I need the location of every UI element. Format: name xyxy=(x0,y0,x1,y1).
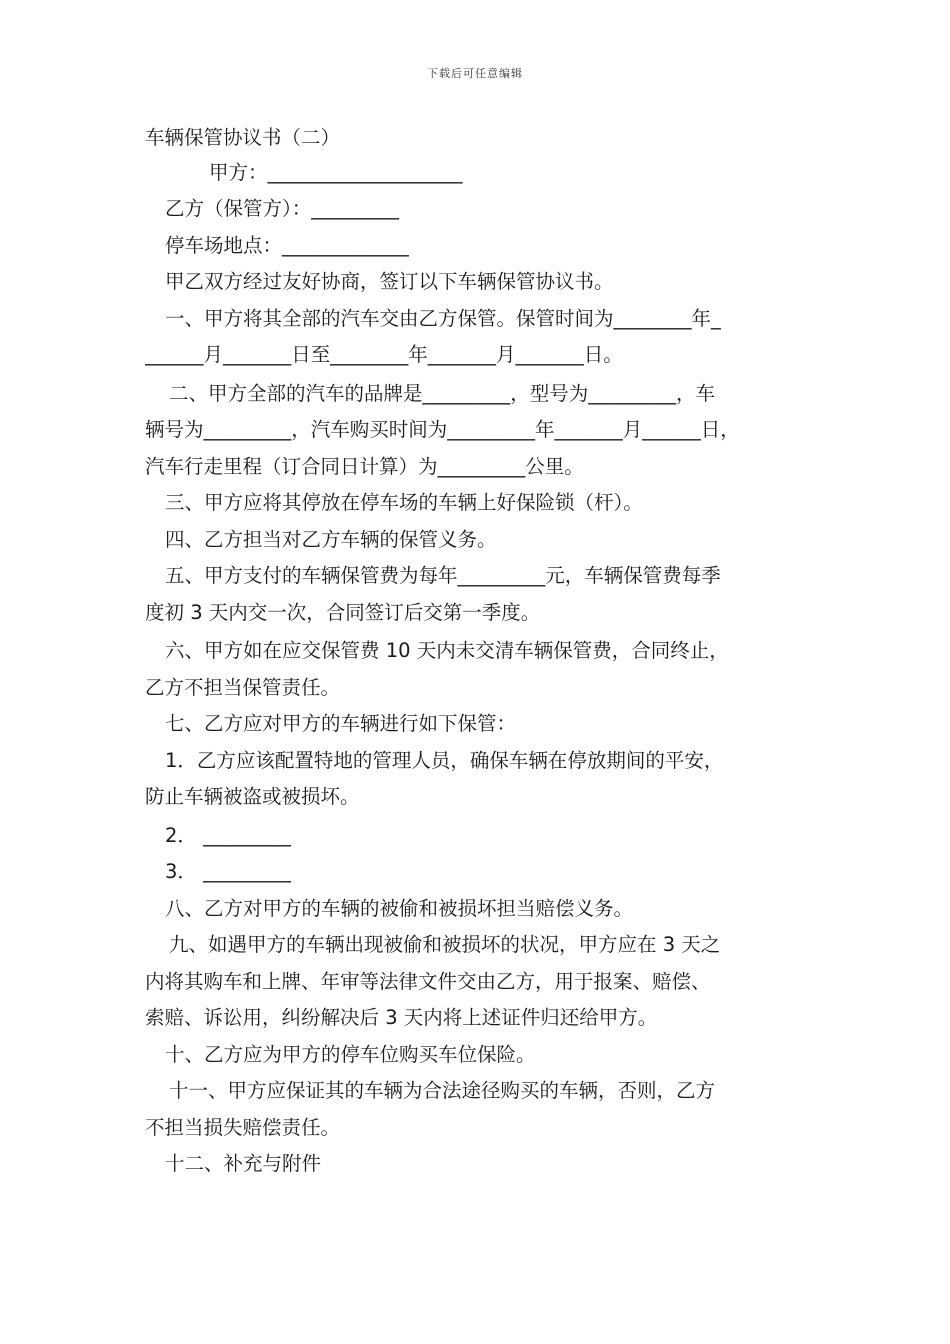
clause-7-item-2: 2． _________ xyxy=(165,823,291,847)
clause-7-item-1-line-2: 防止车辆被盗或被损坏。 xyxy=(145,785,360,808)
clause-6-line-1: 六、甲方如在应交保管费 10 天内未交清车辆保管费，合同终止， xyxy=(165,639,729,662)
clause-10: 十、乙方应为甲方的停车位购买车位保险。 xyxy=(165,1042,536,1066)
clause-2-line-2: 辆号为_________，汽车购买时间为_________年_______月______日， xyxy=(145,418,740,441)
clause-2-line-1: 二、甲方全部的汽车的品牌是_________，型号为_________，车 xyxy=(169,381,716,405)
document-body xyxy=(145,120,810,1183)
clause-9-line-3: 索赔、诉讼用，纠纷解决后 3 天内将上述证件归还给甲方。 xyxy=(145,1006,658,1029)
clause-8: 八、乙方对甲方的车辆的被偷和被损坏担当赔偿义务。 xyxy=(165,896,634,920)
parking-location-line: 停车场地点：_____________ xyxy=(165,233,409,257)
clause-7: 七、乙方应对甲方的车辆进行如下保管： xyxy=(165,712,517,735)
clause-9-line-2: 内将其购车和上牌、年审等法律文件交由乙方，用于报案、赔偿、 xyxy=(145,969,711,993)
clause-1-line-1: 一、甲方将其全部的汽车交由乙方保管。保管时间为________年_ xyxy=(165,306,721,330)
clause-2-line-3: 汽车行走里程（订合同日计算）为_________公里。 xyxy=(145,454,584,478)
clause-4: 四、乙方担当对乙方车辆的保管义务。 xyxy=(165,527,497,551)
clause-12: 十二、补充与附件 xyxy=(165,1152,322,1175)
clause-1-line-2: ______月_______日至________年_______月_______日。 xyxy=(145,343,623,366)
clause-6-line-2: 乙方不担当保管责任。 xyxy=(145,675,341,699)
clause-7-item-3: 3． _________ xyxy=(165,860,291,883)
clause-9-line-1: 九、如遇甲方的车辆出现被偷和被损坏的状况，甲方应在 3 天之 xyxy=(169,933,721,956)
party-a-line: 甲方：____________________ xyxy=(209,160,463,184)
clause-7-item-1-line-1: 1．乙方应该配置特地的管理人员，确保车辆在停放期间的平安， xyxy=(165,748,724,772)
party-b-line: 乙方（保管方）：_________ xyxy=(165,197,400,220)
clause-3: 三、甲方应将其停放在停车场的车辆上好保险锁（杆）。 xyxy=(165,491,643,514)
intro-paragraph: 甲乙双方经过友好协商，签订以下车辆保管协议书。 xyxy=(165,270,614,293)
clause-11-line-2: 不担当损失赔偿责任。 xyxy=(145,1115,341,1139)
clause-11-line-1: 十一、甲方应保证其的车辆为合法途径购买的车辆，否则，乙方 xyxy=(169,1079,716,1102)
document-title: 车辆保管协议书（二） xyxy=(145,126,341,149)
page-header-note: 下载后可任意编辑 xyxy=(427,67,523,80)
clause-5-line-2: 度初 3 天内交一次，合同签订后交第一季度。 xyxy=(145,600,541,624)
clause-5-line-1: 五、甲方支付的车辆保管费为每年_________元，车辆保管费每季 xyxy=(165,564,721,587)
